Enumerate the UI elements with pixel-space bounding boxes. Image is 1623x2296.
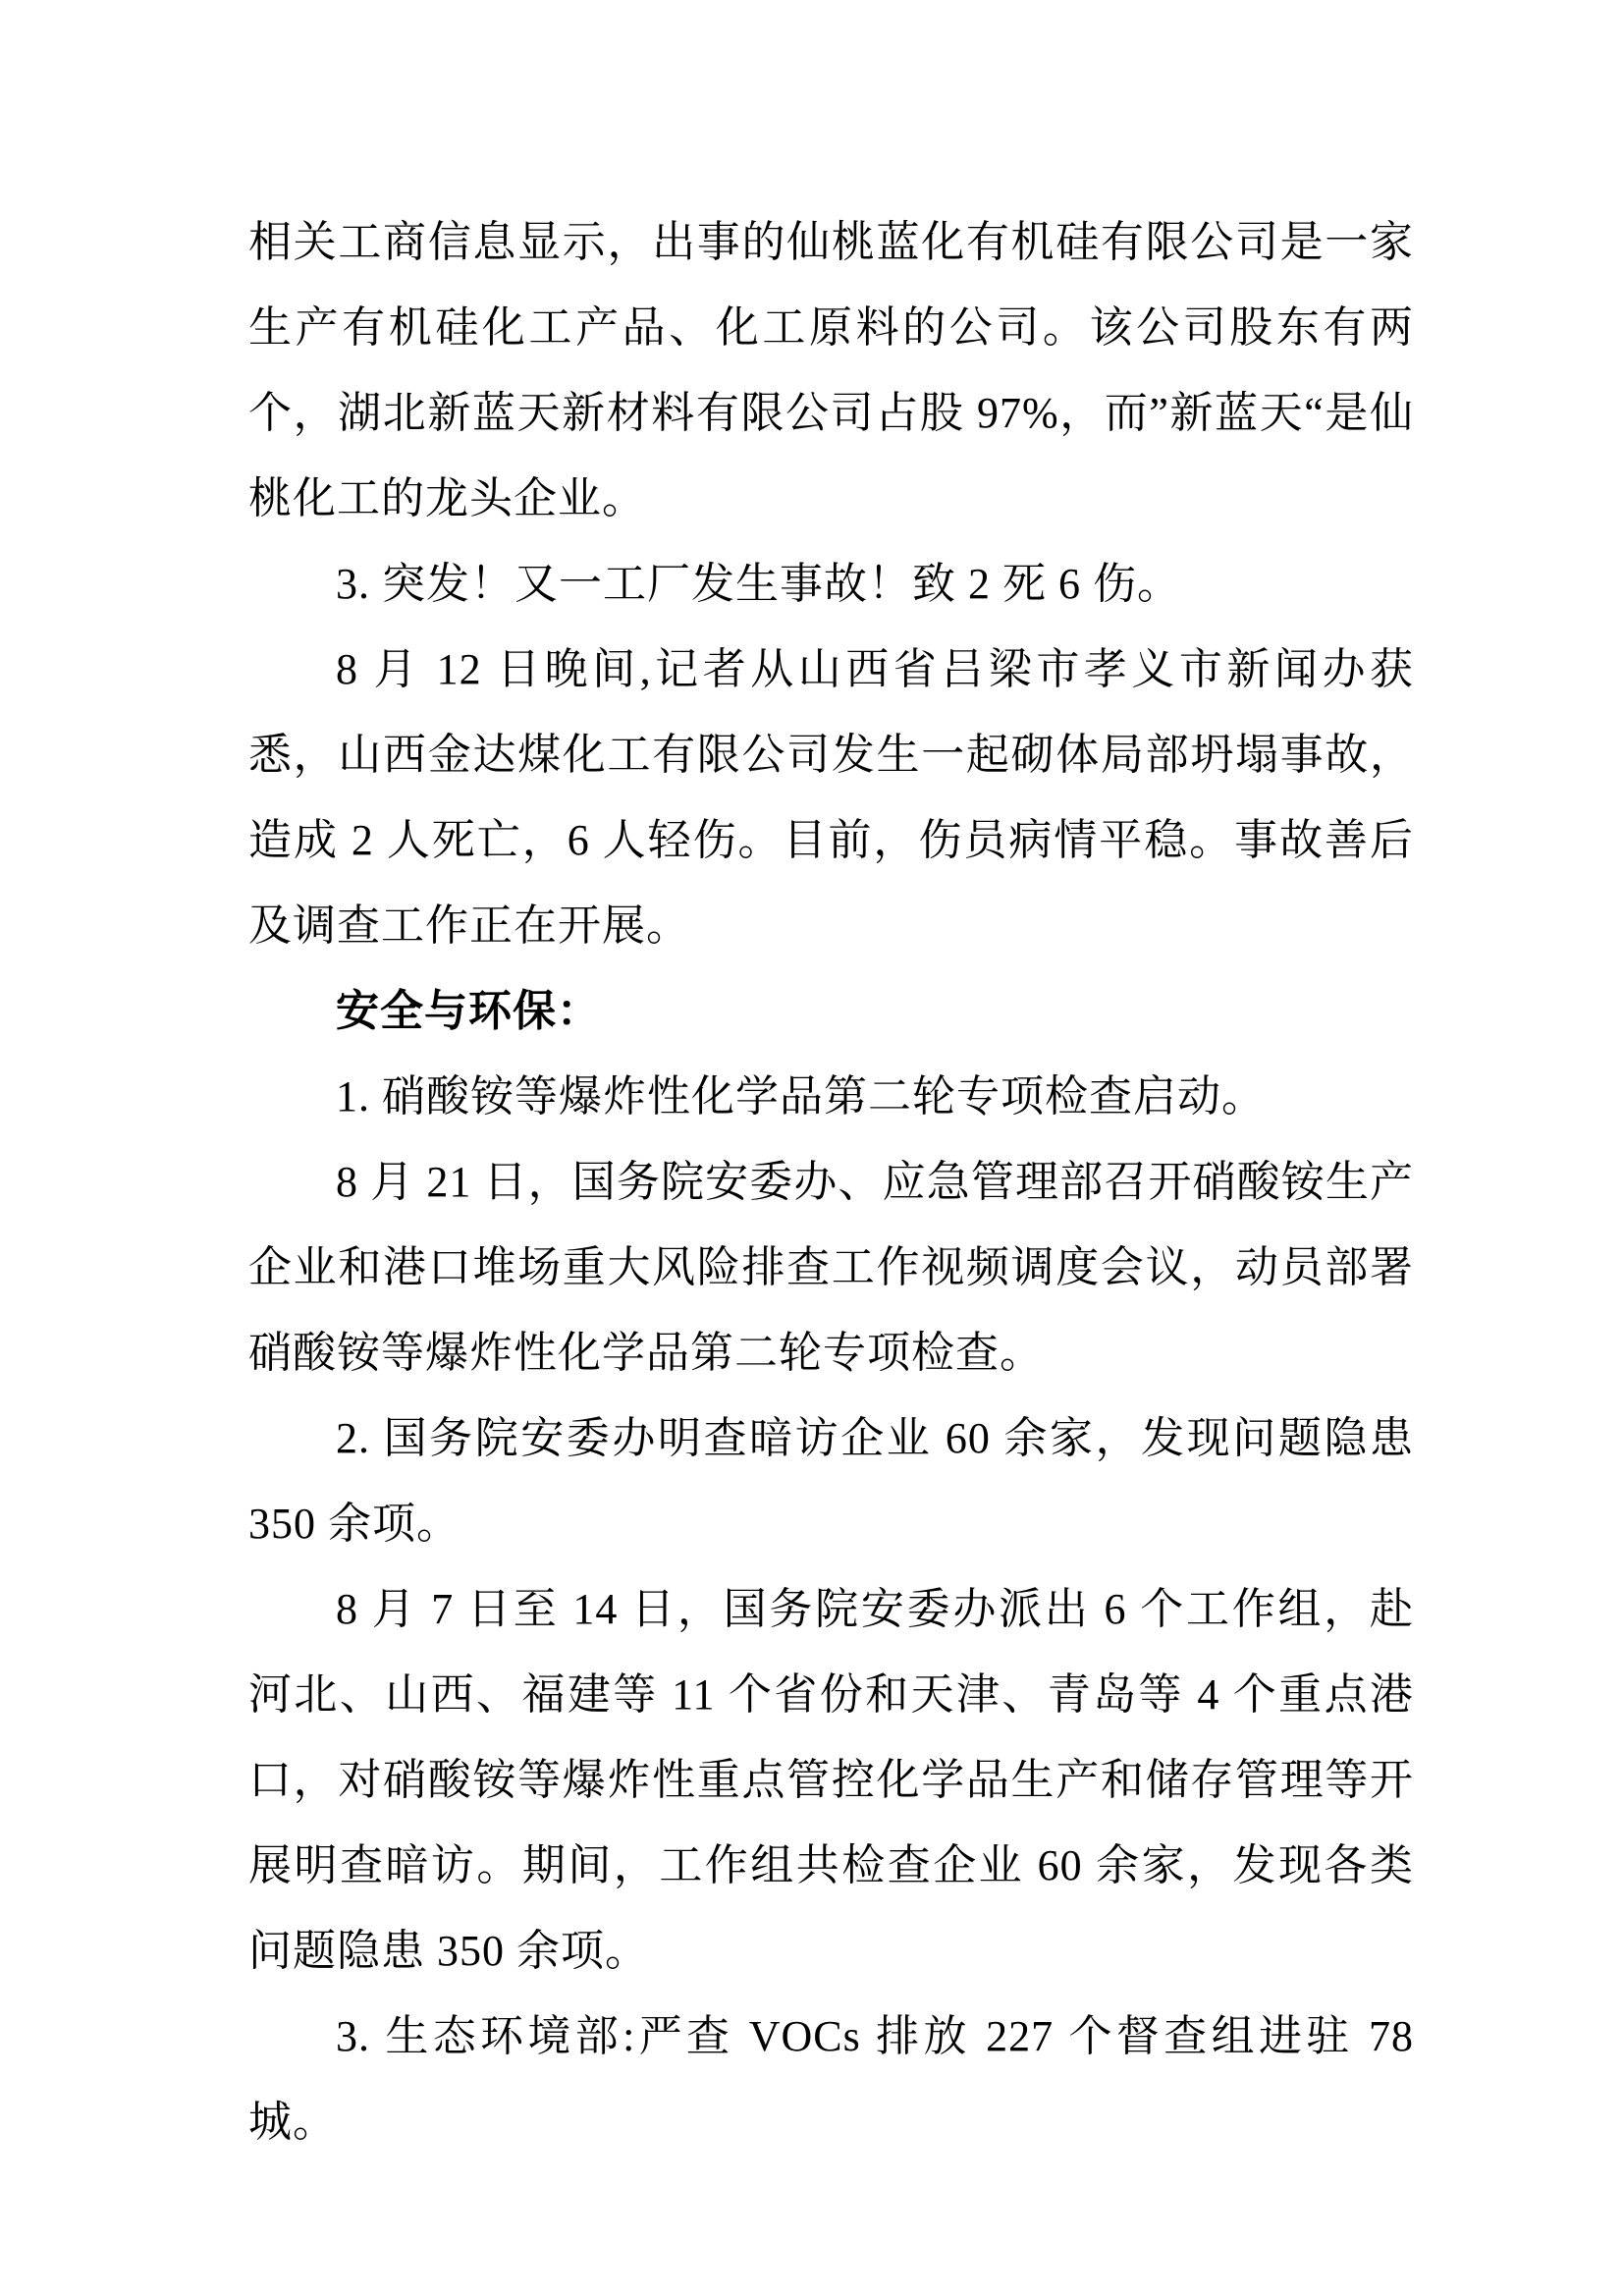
document-text-block xyxy=(248,199,1414,2164)
paragraph-safety-item-1-body: 8 月 21 日，国务院安委办、应急管理部召开硝酸铵生产企业和港口堆场重大风险排查工作视频调度会议，动员部署硝酸铵等爆炸性化学品第二轮专项检查。 xyxy=(248,1158,1414,1377)
paragraph-company-info: 相关工商信息显示，出事的仙桃蓝化有机硅有限公司是一家生产有机硅化工产品、化工原料的公司。该公司股东有两个，湖北新蓝天新材料有限公司占股 97%，而”新蓝天“是仙桃化工的龙头企业。 xyxy=(248,218,1414,522)
paragraph-safety-item-2-title: 2. 国务院安委办明查暗访企业 60 余家，发现问题隐患 350 余项。 xyxy=(248,1414,1414,1548)
paragraph-safety-item-1-title: 1. 硝酸铵等爆炸性化学品第二轮专项检查启动。 xyxy=(336,1072,1266,1121)
section-heading-safety-environment: 安全与环保： xyxy=(336,987,601,1035)
paragraph-news-item-3-title: 3. 突发！又一工厂发生事故！致 2 死 6 伤。 xyxy=(336,560,1181,608)
paragraph-safety-item-3-title: 3. 生态环境部:严查 VOCs 排放 227 个督查组进驻 78 城。 xyxy=(248,2012,1414,2146)
paragraph-news-item-3-body: 8 月 12 日晚间,记者从山西省吕梁市孝义市新闻办获悉，山西金达煤化工有限公司发生一起砌体局部坍塌事故，造成 2 人死亡，6 人轻伤。目前，伤员病情平稳。事故善后及调查工作正在开展。 xyxy=(248,645,1414,950)
paragraph-safety-item-2-body: 8 月 7 日至 14 日，国务院安委办派出 6 个工作组，赴河北、山西、福建等 11 个省份和天津、青岛等 4 个重点港口，对硝酸铵等爆炸性重点管控化学品生产和储存管理等开展明查暗访。期间，工作组共检查企业 60 余家，发现各类问题隐患 350 余项。 xyxy=(248,1585,1414,1975)
